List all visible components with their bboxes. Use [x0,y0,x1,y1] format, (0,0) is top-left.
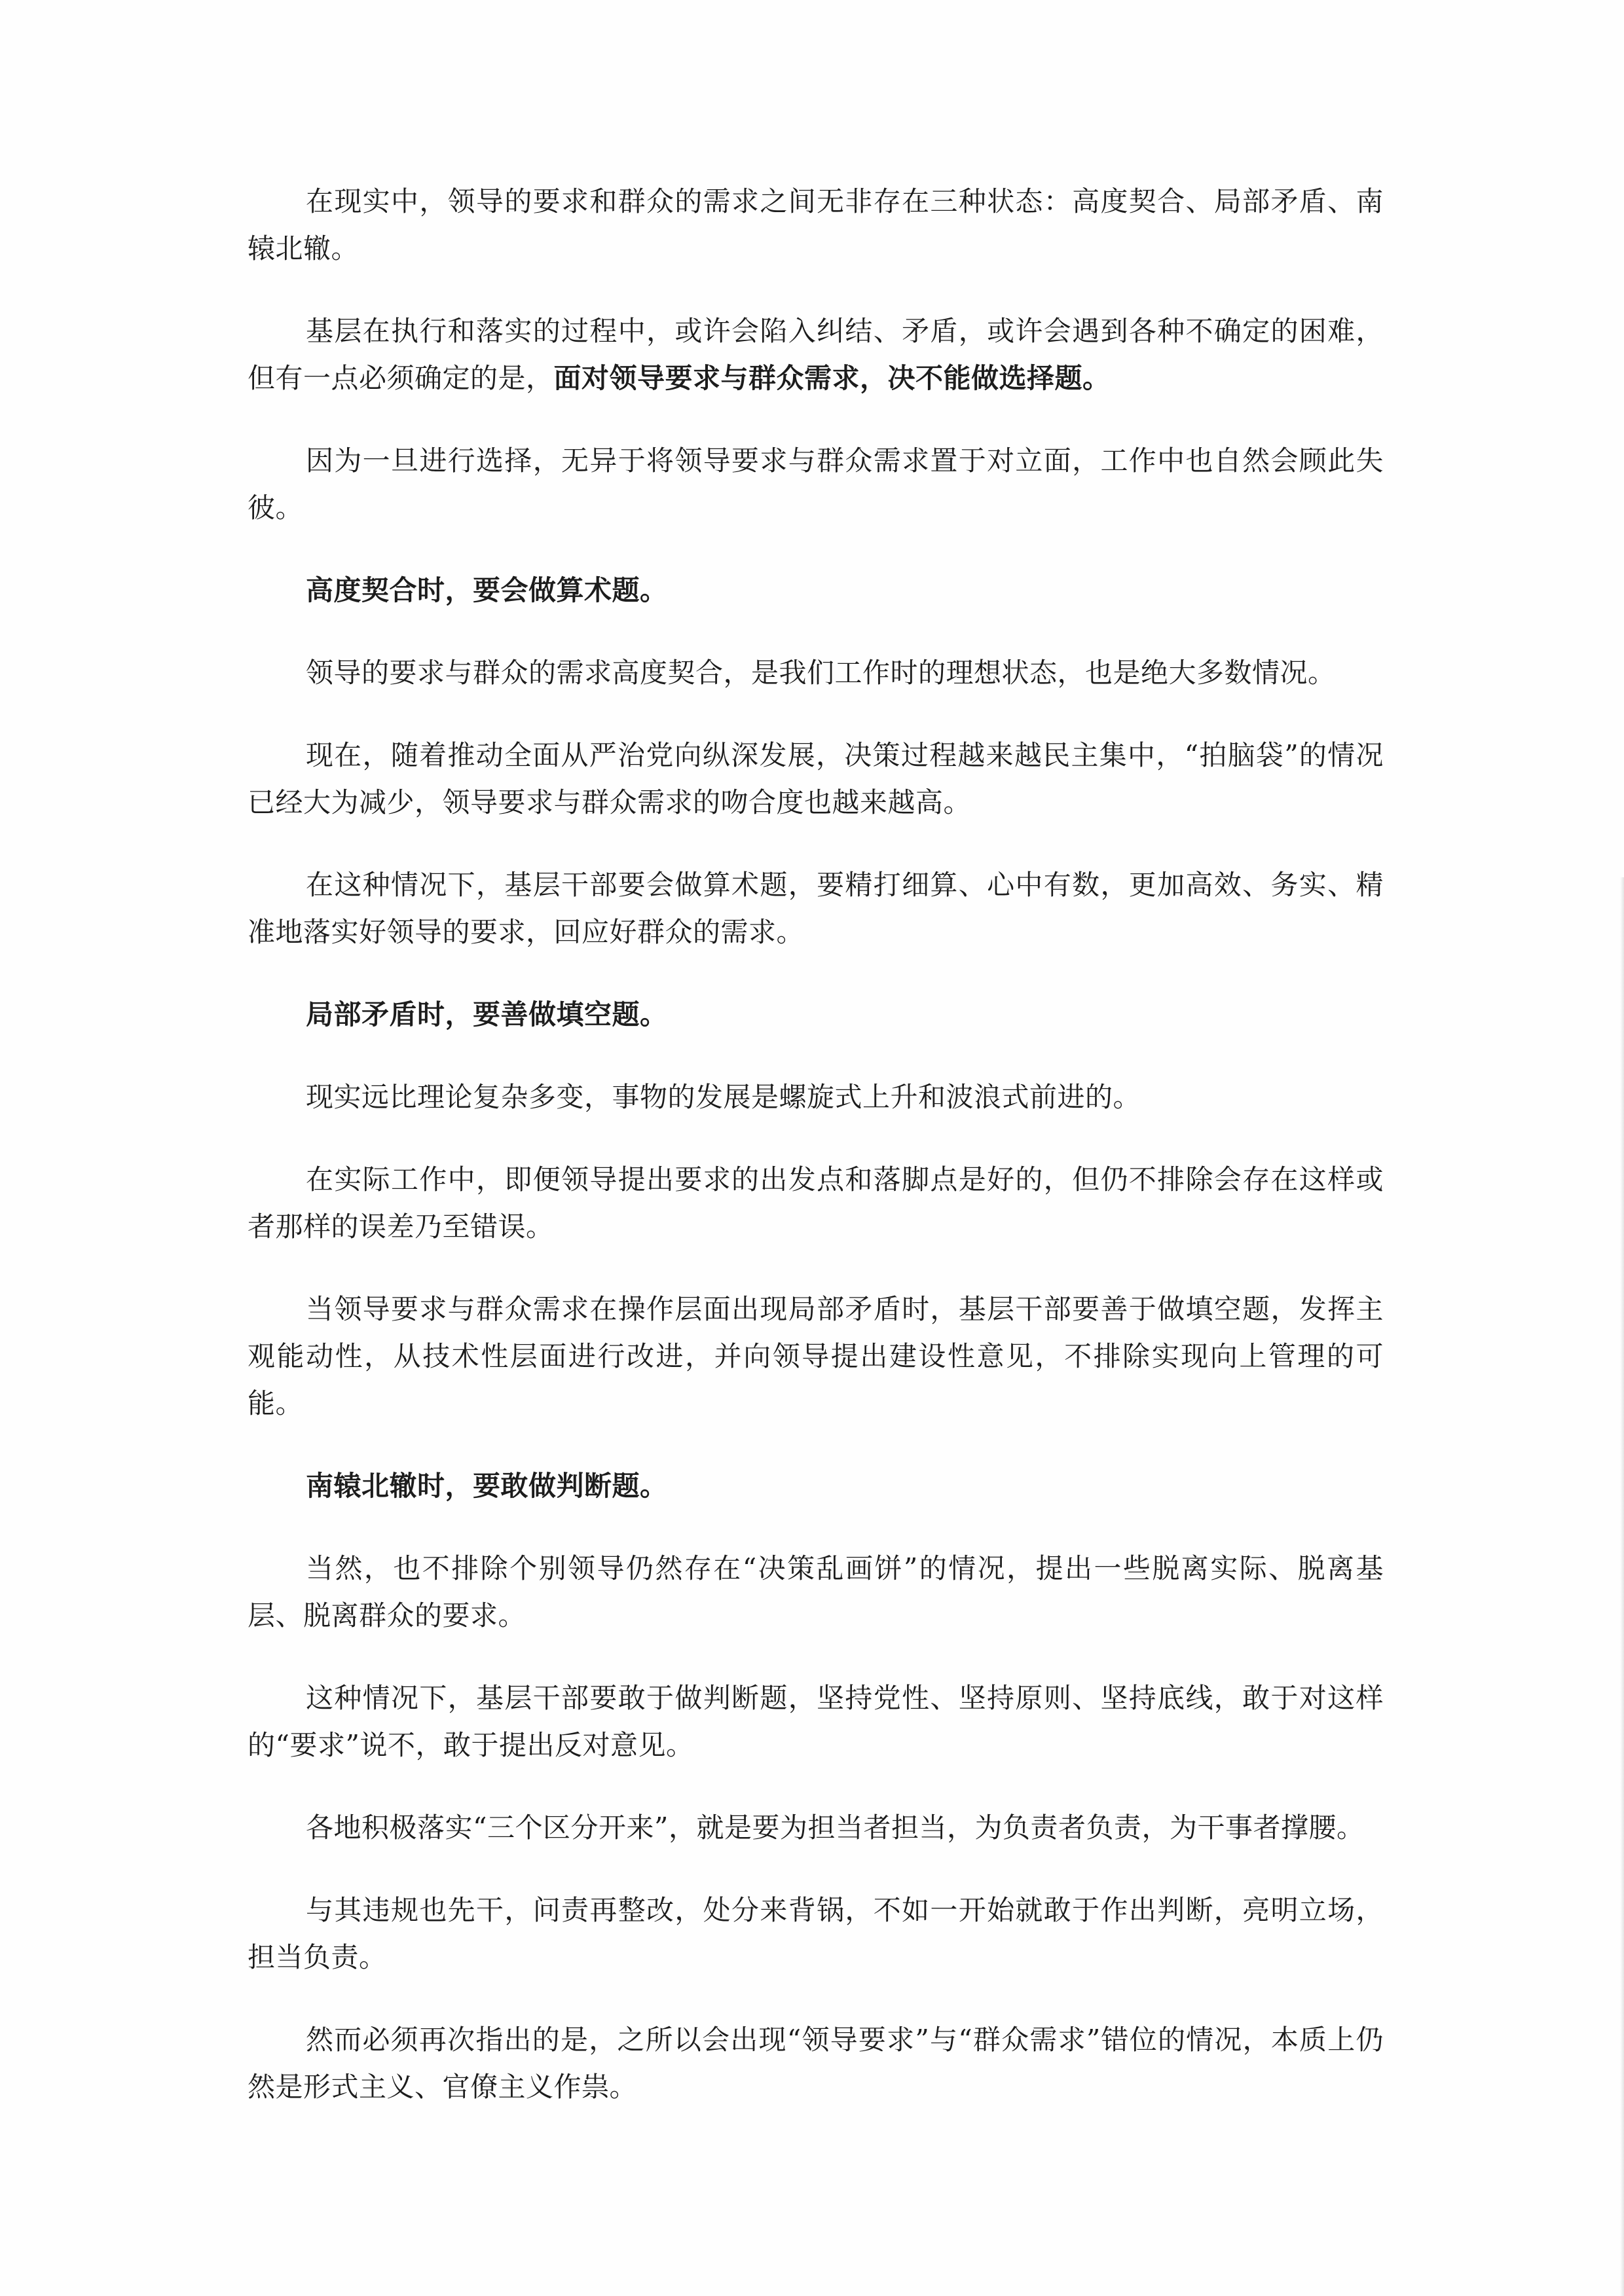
paragraph [248,732,1384,826]
section-heading-text: 局部矛盾时，要善做填空题。 [306,998,668,1030]
paragraph [248,308,1384,402]
paragraph [248,178,1384,272]
section-heading [248,1463,1384,1510]
section-heading-text: 高度契合时，要会做算术题。 [306,574,668,606]
section-heading-text: 南辕北辙时，要敢做判断题。 [306,1470,668,1502]
scan-edge-shadow [1620,877,1624,2296]
paragraph-text: 在现实中，领导的要求和群众的需求之间无非存在三种状态：高度契合、局部矛盾、南辕北辙。 [248,185,1384,264]
paragraph [248,1887,1384,1981]
paragraph-text: 与其违规也先干，问责再整改，处分来背锅，不如一开始就敢于作出判断，亮明立场，担当负责。 [248,1894,1384,1973]
paragraph-text: 在实际工作中，即便领导提出要求的出发点和落脚点是好的，但仍不排除会存在这样或者那样的误差乃至错误。 [248,1163,1384,1243]
paragraph [248,862,1384,956]
paragraph-text: 然而必须再次指出的是，之所以会出现“领导要求”与“群众需求”错位的情况，本质上仍然是形式主义、官僚主义作祟。 [248,2024,1384,2103]
paragraph-text: 这种情况下，基层干部要敢于做判断题，坚持党性、坚持原则、坚持底线，敢于对这样的“要求”说不，敢于提出反对意见。 [248,1682,1384,1761]
paragraph [248,1286,1384,1427]
paragraph-text: 现实远比理论复杂多变，事物的发展是螺旋式上升和波浪式前进的。 [306,1081,1141,1113]
paragraph [248,1804,1384,1851]
paragraph-text: 当然，也不排除个别领导仍然存在“决策乱画饼”的情况，提出一些脱离实际、脱离基层、脱离群众的要求。 [248,1552,1384,1631]
paragraph-text: 领导的要求与群众的需求高度契合，是我们工作时的理想状态，也是绝大多数情况。 [306,657,1336,689]
paragraph [248,1675,1384,1769]
paragraph [248,437,1384,532]
paragraph [248,2016,1384,2111]
paragraph [248,1156,1384,1250]
paragraph [248,649,1384,697]
emphasis-text: 面对领导要求与群众需求，决不能做选择题。 [553,362,1111,394]
paragraph-text: 当领导要求与群众需求在操作层面出现局部矛盾时，基层干部要善于做填空题，发挥主观能动性，从技术性层面进行改进，并向领导提出建设性意见，不排除实现向上管理的可能。 [248,1293,1384,1419]
paragraph-text: 各地积极落实“三个区分开来”，就是要为担当者担当，为负责者负责，为干事者撑腰。 [306,1812,1365,1844]
paragraph-text: 在这种情况下，基层干部要会做算术题，要精打细算、心中有数，更加高效、务实、精准地落实好领导的要求，回应好群众的需求。 [248,869,1384,948]
section-heading [248,991,1384,1038]
paragraph [248,1545,1384,1639]
paragraph [248,1074,1384,1121]
section-heading [248,567,1384,614]
paragraph-text: 基层在执行和落实的过程中，或许会陷入纠结、矛盾，或许会遇到各种不确定的困难，但有一点必须确定的是， [248,315,1384,394]
paragraph-text: 因为一旦进行选择，无异于将领导要求与群众需求置于对立面，工作中也自然会顾此失彼。 [248,445,1384,524]
document-body [248,178,1384,2146]
paragraph-text: 现在，随着推动全面从严治党向纵深发展，决策过程越来越民主集中，“拍脑袋”的情况已经大为减少，领导要求与群众需求的吻合度也越来越高。 [248,739,1384,818]
